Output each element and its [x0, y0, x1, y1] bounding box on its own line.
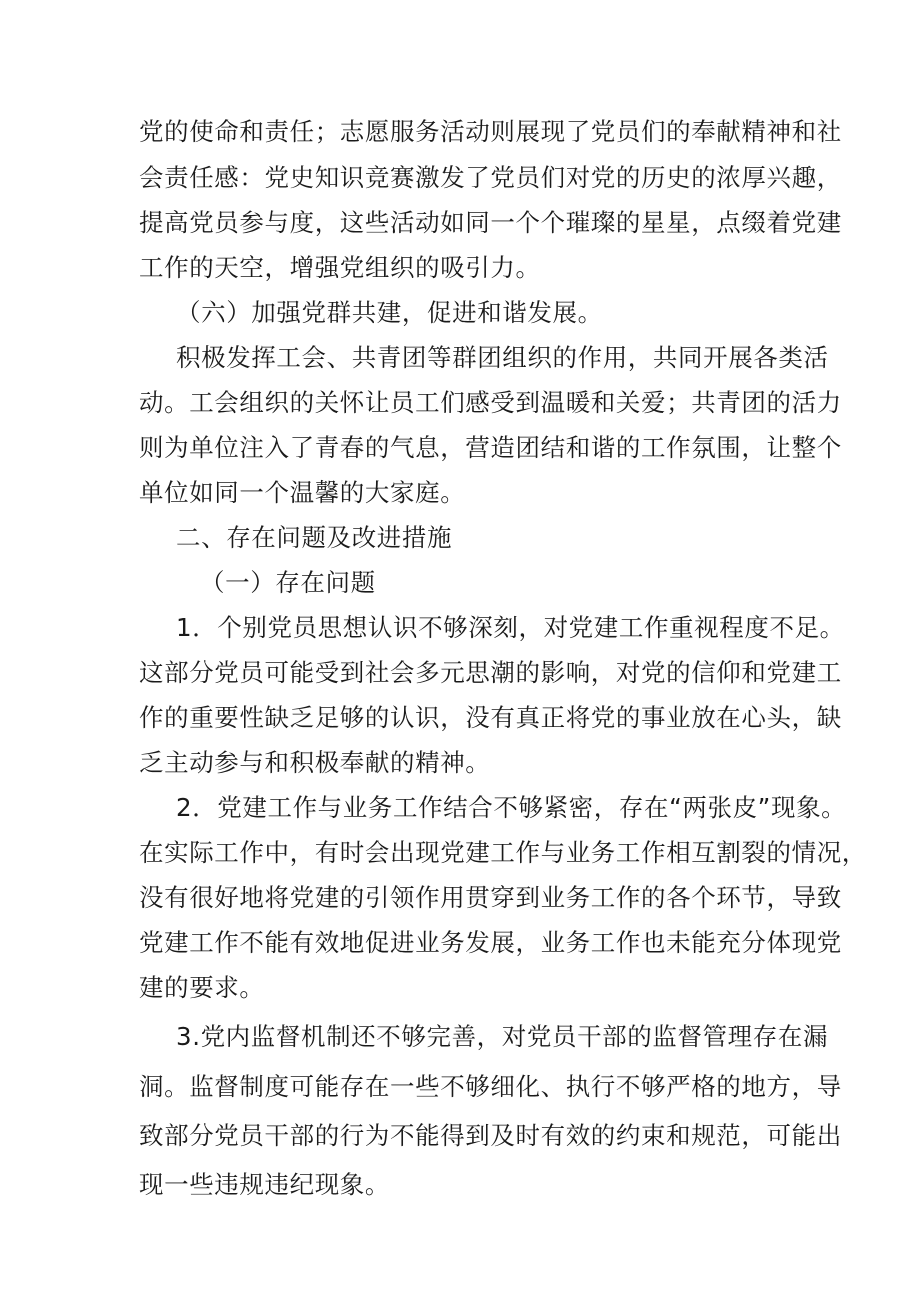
text-line: 党建工作不能有效地促进业务发展，业务工作也未能充分体现党: [139, 928, 842, 957]
text-line: 建的要求。: [139, 973, 265, 1002]
text-line: 这部分党员可能受到社会多元思潮的影响，对党的信仰和党建工: [139, 658, 842, 687]
text-line: 则为单位注入了青春的气息，营造团结和谐的工作氛围，让整个: [139, 433, 842, 462]
text-line: 在实际工作中，有时会出现党建工作与业务工作相互割裂的情况，: [139, 838, 867, 867]
text-line: 动。工会组织的关怀让员工们感受到温暖和关爱；共青团的活力: [139, 388, 842, 417]
chapter-heading: 二、存在问题及改进措施: [176, 523, 453, 552]
section-heading: （一）存在问题: [200, 568, 376, 597]
text-line: 致部分党员干部的行为不能得到及时有效的约束和规范，可能出: [139, 1121, 842, 1150]
text-line: 单位如同一个温馨的大家庭。: [139, 478, 466, 507]
text-line: 积极发挥工会、共青团等群团组织的作用，共同开展各类活: [176, 343, 829, 372]
text-line: 1．个别党员思想认识不够深刻，对党建工作重视程度不足。: [176, 613, 845, 642]
text-line: 作的重要性缺乏足够的认识，没有真正将党的事业放在心头，缺: [139, 703, 842, 732]
text-line: 党的使命和责任；志愿服务活动则展现了党员们的奉献精神和社: [139, 117, 842, 146]
text-line: 乏主动参与和积极奉献的精神。: [139, 748, 491, 777]
text-line: 现一些违规违纪现象。: [139, 1170, 390, 1199]
text-line: 工作的天空，增强党组织的吸引力。: [139, 253, 541, 282]
text-line: 会责任感：党史知识竞赛激发了党员们对党的历史的浓厚兴趣，: [139, 163, 842, 192]
text-line: 洞。监督制度可能存在一些不够细化、执行不够严格的地方，导: [139, 1072, 842, 1101]
text-line: 提高党员参与度，这些活动如同一个个璀璨的星星，点缀着党建: [139, 208, 842, 237]
text-line: 没有很好地将党建的引领作用贯穿到业务工作的各个环节，导致: [139, 883, 842, 912]
text-line: 3.党内监督机制还不够完善，对党员干部的监督管理存在漏: [176, 1022, 829, 1051]
section-heading: （六）加强党群共建，促进和谐发展。: [176, 298, 603, 327]
text-line: 2．党建工作与业务工作结合不够紧密，存在“两张皮”现象。: [176, 793, 847, 822]
